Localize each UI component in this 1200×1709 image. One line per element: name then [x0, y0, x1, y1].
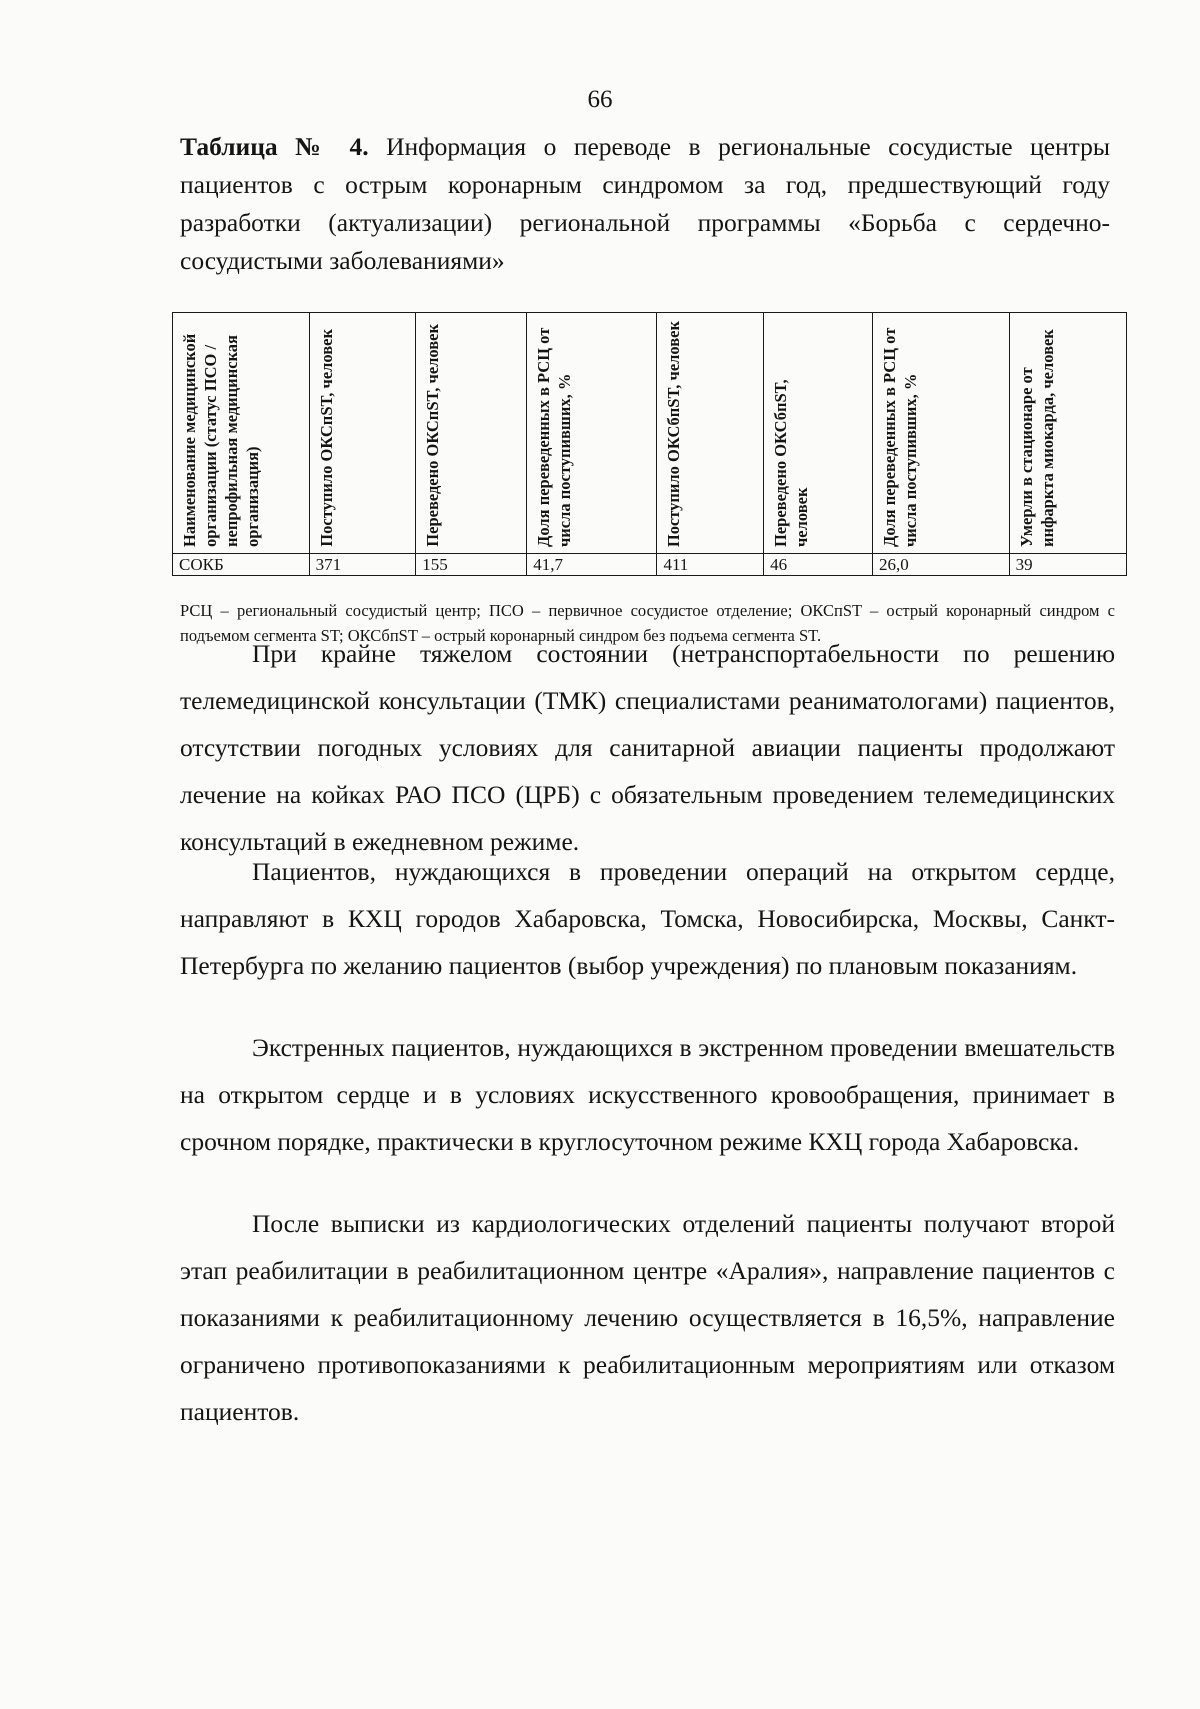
header-admitted-stemi: Поступило ОКСпST, человек	[309, 313, 416, 554]
cell-transferred-nstemi: 46	[764, 554, 873, 576]
header-organization: Наименование медицинской организации (статус ПСО / непрофильная медицинская организация)	[173, 313, 310, 554]
table-caption	[180, 128, 1110, 280]
cell-admitted-stemi: 371	[309, 554, 416, 576]
header-share-nstemi: Доля переведенных в РСЦ от числа поступивших, %	[872, 313, 1009, 554]
transfer-table	[172, 312, 1127, 576]
header-transferred-nstemi: Переведено ОКСбпST, человек	[764, 313, 873, 554]
header-transferred-stemi: Переведено ОКСпST, человек	[416, 313, 527, 554]
table-row	[173, 554, 1127, 576]
header-share-stemi: Доля переведенных в РСЦ от числа поступивших, %	[527, 313, 657, 554]
table-caption-text: Информация о переводе в региональные сосудистые центры пациентов с острым коронарным синдромом за год, предшествующий году разработки (актуализации) региональной программы «Борьба с сердечно-сосудистыми заболеваниями»	[180, 132, 1110, 275]
header-deaths: Умерли в стационаре от инфаркта миокарда, человек	[1009, 313, 1126, 554]
table-header-row	[173, 313, 1127, 554]
cell-share-nstemi: 26,0	[872, 554, 1009, 576]
page-number: 66	[587, 86, 613, 113]
cell-organization: СОКБ	[173, 554, 310, 576]
cell-deaths: 39	[1009, 554, 1126, 576]
header-admitted-nstemi: Поступило ОКСбпST, человек	[657, 313, 764, 554]
paragraph-critical-patients: При крайне тяжелом состоянии (нетранспортабельности по решению телемедицинской консультации (ТМК) специалистами реаниматологами) пациентов, отсутствии погодных условиях для санитарной авиации пациенты продолжают лечение на койках РАО ПСО (ЦРБ) с обязательным проведением телемедицинских консультаций в ежедневном режиме.	[180, 639, 1115, 856]
paragraph-rehabilitation: После выписки из кардиологических отделений пациенты получают второй этап реабилитации в реабилитационном центре «Аралия», направление пациентов с показаниями к реабилитационному лечению осуществляется в 16,5%, направление ограничено противопоказаниями к реабилитационным мероприятиям или отказом пациентов.	[180, 1209, 1115, 1426]
table-caption-label: Таблица № 4.	[180, 132, 369, 161]
cell-transferred-stemi: 155	[416, 554, 527, 576]
paragraph-emergency-patients: Экстренных пациентов, нуждающихся в экстренном проведении вмешательств на открытом сердце и в условиях искусственного кровообращения, принимает в срочном порядке, практически в круглосуточном режиме КХЦ города Хабаровска.	[180, 1033, 1115, 1156]
table-footnote: РСЦ – региональный сосудистый центр; ПСО – первичное сосудистое отделение; ОКСпST – острый коронарный синдром с подъемом сегмента ST; ОКСбпST – острый коронарный синдром без подъема сегмента ST.	[180, 601, 1115, 645]
cell-admitted-nstemi: 411	[657, 554, 764, 576]
paragraph-open-heart-surgery: Пациентов, нуждающихся в проведении операций на открытом сердце, направляют в КХЦ городов Хабаровска, Томска, Новосибирска, Москвы, Санкт-Петербурга по желанию пациентов (выбор учреждения) по плановым показаниям.	[180, 857, 1115, 980]
cell-share-stemi: 41,7	[527, 554, 657, 576]
